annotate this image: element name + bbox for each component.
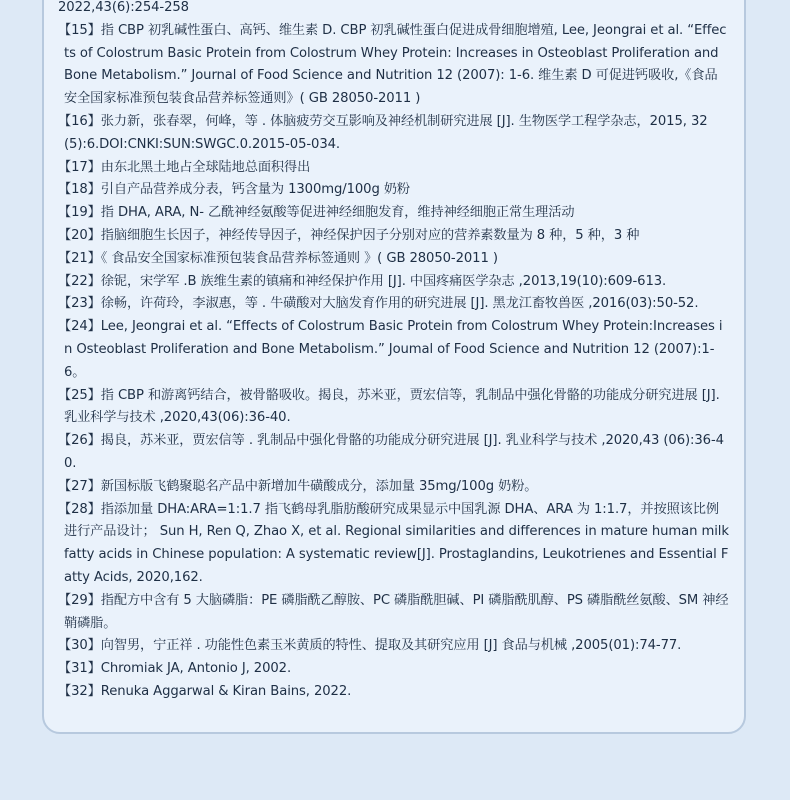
reference-item: 【24】Lee, Jeongrai et al. “Effects of Colostrum Basic Protein from Colostrum Whey Protein:Increases in Osteoblast Proliferation and Bone Metabolism.” Joumal of Food Science and Nutrition 12 (2007):1-6。 (58, 319, 723, 380)
reference-list (58, 0, 730, 704)
reference-item: 【27】新国标版飞鹤聚聪名产品中新增加牛磺酸成分，添加量 35mg/100g 奶粉。 (58, 478, 538, 494)
reference-item: 【30】向智男，宁正祥 . 功能性色素玉米黄质的特性、提取及其研究应用 [J] 食品与机械 ,2005(01):74-77. (58, 638, 682, 654)
reference-item: 【21】《 食品安全国家标准预包装食品营养标签通则 》( GB 28050-2011 ) (58, 250, 498, 266)
reference-item: 【19】指 DHA, ARA, N- 乙酰神经氨酸等促进神经细胞发育，维持神经细胞正常生理活动 (58, 205, 575, 221)
reference-item: 2022,43(6):254-258 (58, 0, 189, 15)
reference-item: 【16】张力新，张春翠，何峰，等 . 体脑疲劳交互影响及神经机制研究进展 [J]. 生物医学工程学杂志，2015, 32 (5):6.DOI:CNKI:SUN:SWGC.0.2015-05-034. (58, 113, 708, 152)
reference-item: 【25】指 CBP 和游离钙结合，被骨骼吸收。揭良，苏米亚，贾宏信等，乳制品中强化骨骼的功能成分研究进展 [J]. 乳业科学与技术 ,2020,43(06):36-40. (58, 387, 720, 426)
reference-item: 【17】由东北黑土地占全球陆地总面积得出 (58, 159, 311, 175)
reference-item: 【18】引自产品营养成分表，钙含量为 1300mg/100g 奶粉 (58, 182, 411, 198)
reference-item: 【23】徐畅，许荷玲，李淑惠，等 . 牛磺酸对大脑发育作用的研究进展 [J]. 黑龙江畜牧兽医 ,2016(03):50-52. (58, 296, 699, 312)
reference-item: 【32】Renuka Aggarwal & Kiran Bains, 2022. (58, 683, 352, 699)
reference-item: 【31】Chromiak JA, Antonio J, 2002. (58, 661, 292, 677)
reference-item: 【15】指 CBP 初乳碱性蛋白、高钙、维生素 D. CBP 初乳碱性蛋白促进成骨细胞增殖, Lee, Jeongrai et al. “Effects of Colostrum Basic Protein from Colostrum Whey Protein: Increases in Osteoblast Proliferation and Bone Metabolism.” Journal of Food Science and Nutrition 12 (2007): 1-6. 维生素 D 可促进钙吸收,《食品安全国家标准预包装食品营养标签通则》( GB 28050-2011 ) (58, 22, 727, 107)
reference-item: 【29】指配方中含有 5 大脑磷脂：PE 磷脂酰乙醇胺、PC 磷脂酰胆碱、PI 磷脂酰肌醇、PS 磷脂酰丝氨酸、SM 神经鞘磷脂。 (58, 592, 729, 631)
reference-item: 【20】指脑细胞生长因子，神经传导因子，神经保护因子分别对应的营养素数量为 8 种，5 种，3 种 (58, 227, 640, 243)
reference-item: 【22】徐铌，宋学军 .B 族维生素的镇痛和神经保护作用 [J]. 中国疼痛医学杂志 ,2013,19(10):609-613. (58, 273, 667, 289)
reference-item: 【28】指添加量 DHA:ARA=1:1.7 指飞鹤母乳脂肪酸研究成果显示中国乳源 DHA、ARA 为 1:1.7，并按照该比例进行产品设计； Sun H, Ren Q, Zhao X, et al. Regional similarities and differences in mature human milk fatty acids in Chinese population: A systematic review[J]. Prostaglandins, Leukotrienes and Essential Fatty Acids, 2020,162. (58, 501, 729, 585)
reference-item: 【26】揭良，苏米亚，贾宏信等 . 乳制品中强化骨骼的功能成分研究进展 [J]. 乳业科学与技术 ,2020,43 (06):36-40. (58, 433, 724, 471)
